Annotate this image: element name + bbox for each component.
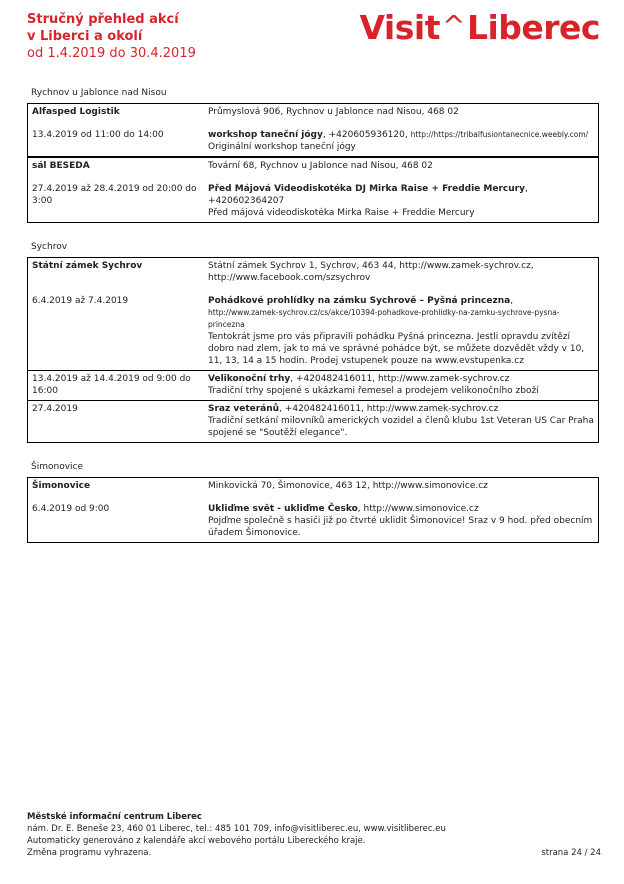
place-name: Sychrov [31,242,68,252]
date-range: od 1.4.2019 do 30.4.2019 [27,46,196,61]
venue-row [28,104,598,127]
event-contact: , [510,296,514,306]
event-headline [208,373,594,385]
venue-name: Alfasped Logistik [32,107,120,117]
event-title: Velikonoční trhy [208,374,291,384]
event-details [204,127,598,153]
event-headline [208,295,594,331]
event-contact: , +420482416011, http://www.zamek-sychrov.cz [290,374,510,384]
event-title: Před Májová Videodiskotéka DJ Mirka Raise + Freddie Mercury [208,184,525,194]
venue-table [27,257,599,443]
event-headline [208,183,594,207]
report-title [27,11,196,62]
event-row [28,181,598,222]
venue-row [28,158,598,181]
place-name: Šimonovice [31,462,84,472]
event-description: Originální workshop taneční jógy [208,142,356,152]
event-date: 13.4.2019 od 11:00 do 14:00 [32,130,164,140]
event-date: 27.4.2019 [32,404,78,414]
event-row [28,501,598,542]
footer-org: Městské informační centrum Liberec [27,812,202,822]
event-contact: , +420602364207 [208,184,528,206]
event-contact: , +420605936120, [322,130,411,140]
event-date: 6.4.2019 od 9:00 [32,504,110,514]
event-headline [208,129,594,141]
event-row [28,370,598,400]
title-line-2: v Liberci a okolí [27,29,143,44]
venue-table [27,103,599,157]
visit-liberec-logo [359,8,600,47]
title-line-1: Stručný přehled akcí [27,12,179,27]
event-date: 13.4.2019 až 14.4.2019 od 9:00 do 16:00 [32,374,191,396]
event-description: Pojďme společně s hasiči již po čtvrté uklidit Šimonovice! Sraz v 9 hod. před obecním úřadem Šimonovice. [208,516,593,538]
event-link[interactable]: http://https://tribalfusiontanecnice.weebly.com/ [410,130,589,139]
logo-word-liberec: Liberec [466,8,600,47]
event-title: Pohádkové prohlídky na zámku Sychrově – Pyšná princezna [208,296,511,306]
event-description: Tradiční setkání milovníků amerických vozidel a členů klubu 1st Veteran US Car Praha spojené se "Soutěží elegance". [208,416,594,438]
event-description: Před májová videodiskotéka Mirka Raise + Freddie Mercury [208,208,475,218]
place-section [27,461,599,543]
place-name: Rychnov u Jablonce nad Nisou [31,88,167,98]
venue-table [27,157,599,223]
event-details [204,293,598,367]
logo-word-visit: Visit [359,8,440,47]
venue-address: Tovární 68, Rychnov u Jablonce nad Nisou, 468 02 [208,161,433,171]
event-date: 6.4.2019 až 7.4.2019 [32,296,129,306]
event-description: Tradiční trhy spojené s ukázkami řemesel a prodejem velikonočního zboží [208,386,539,396]
event-link[interactable]: http://www.zamek-sychrov.cz/cs/akce/10394-pohadkove-prohlidky-na-zamku-sychrove-pysna-princezna [208,308,560,329]
event-title: Ukliďme svět - ukliďme Česko [208,504,358,514]
event-contact: , http://www.simonovice.cz [357,504,479,514]
event-headline [208,503,594,515]
event-details [204,501,598,539]
place-section [27,241,599,443]
logo-caret: ^ [441,9,465,42]
page-number: strana 24 / 24 [541,848,601,858]
footer-note-2: Změna programu vyhrazena. [27,848,152,858]
footer-note-1: Automaticky generováno z kalendáře akcí webového portálu Libereckého kraje. [27,836,366,846]
event-details [204,401,598,439]
event-contact: , +420482416011, http://www.zamek-sychrov.cz [279,404,499,414]
event-title: Sraz veteránů [208,404,280,414]
place-section [27,87,599,223]
event-details [204,181,598,219]
venue-name: Státní zámek Sychrov [32,261,143,271]
page-footer [27,811,601,859]
venue-address: Průmyslová 906, Rychnov u Jablonce nad Nisou, 468 02 [208,107,459,117]
event-row [28,127,598,156]
event-description: Tentokrát jsme pro vás připravili pohádku Pyšná princezna. Jestli opravdu zvítězí dobro nad zlem, jak to má ve správné pohádce být, se můžete dozvědět vždy v 10, 11, 13, 14 a 15 hodin. Prodej vstupenek pouze na www.evstupenka.cz [208,332,585,366]
event-details [204,371,598,397]
event-date: 27.4.2019 až 28.4.2019 od 20:00 do 3:00 [32,184,197,206]
footer-address: nám. Dr. E. Beneše 23, 460 01 Liberec, tel.: 485 101 709, info@visitliberec.eu, www.visitliberec.eu [27,824,446,834]
event-title: workshop taneční jógy [208,130,323,140]
event-row [28,400,598,442]
venue-address: Státní zámek Sychrov 1, Sychrov, 463 44, http://www.zamek-sychrov.cz, http://www.facebook.com/szsychrov [208,261,534,283]
event-headline [208,403,594,415]
venue-row [28,258,598,293]
venue-address: Minkovická 70, Šimonovice, 463 12, http://www.simonovice.cz [208,481,488,491]
event-row [28,293,598,370]
venue-name: Šimonovice [32,481,91,491]
venue-table [27,477,599,543]
events-listing [27,87,599,561]
venue-row [28,478,598,501]
venue-name: sál BESEDA [32,161,90,171]
